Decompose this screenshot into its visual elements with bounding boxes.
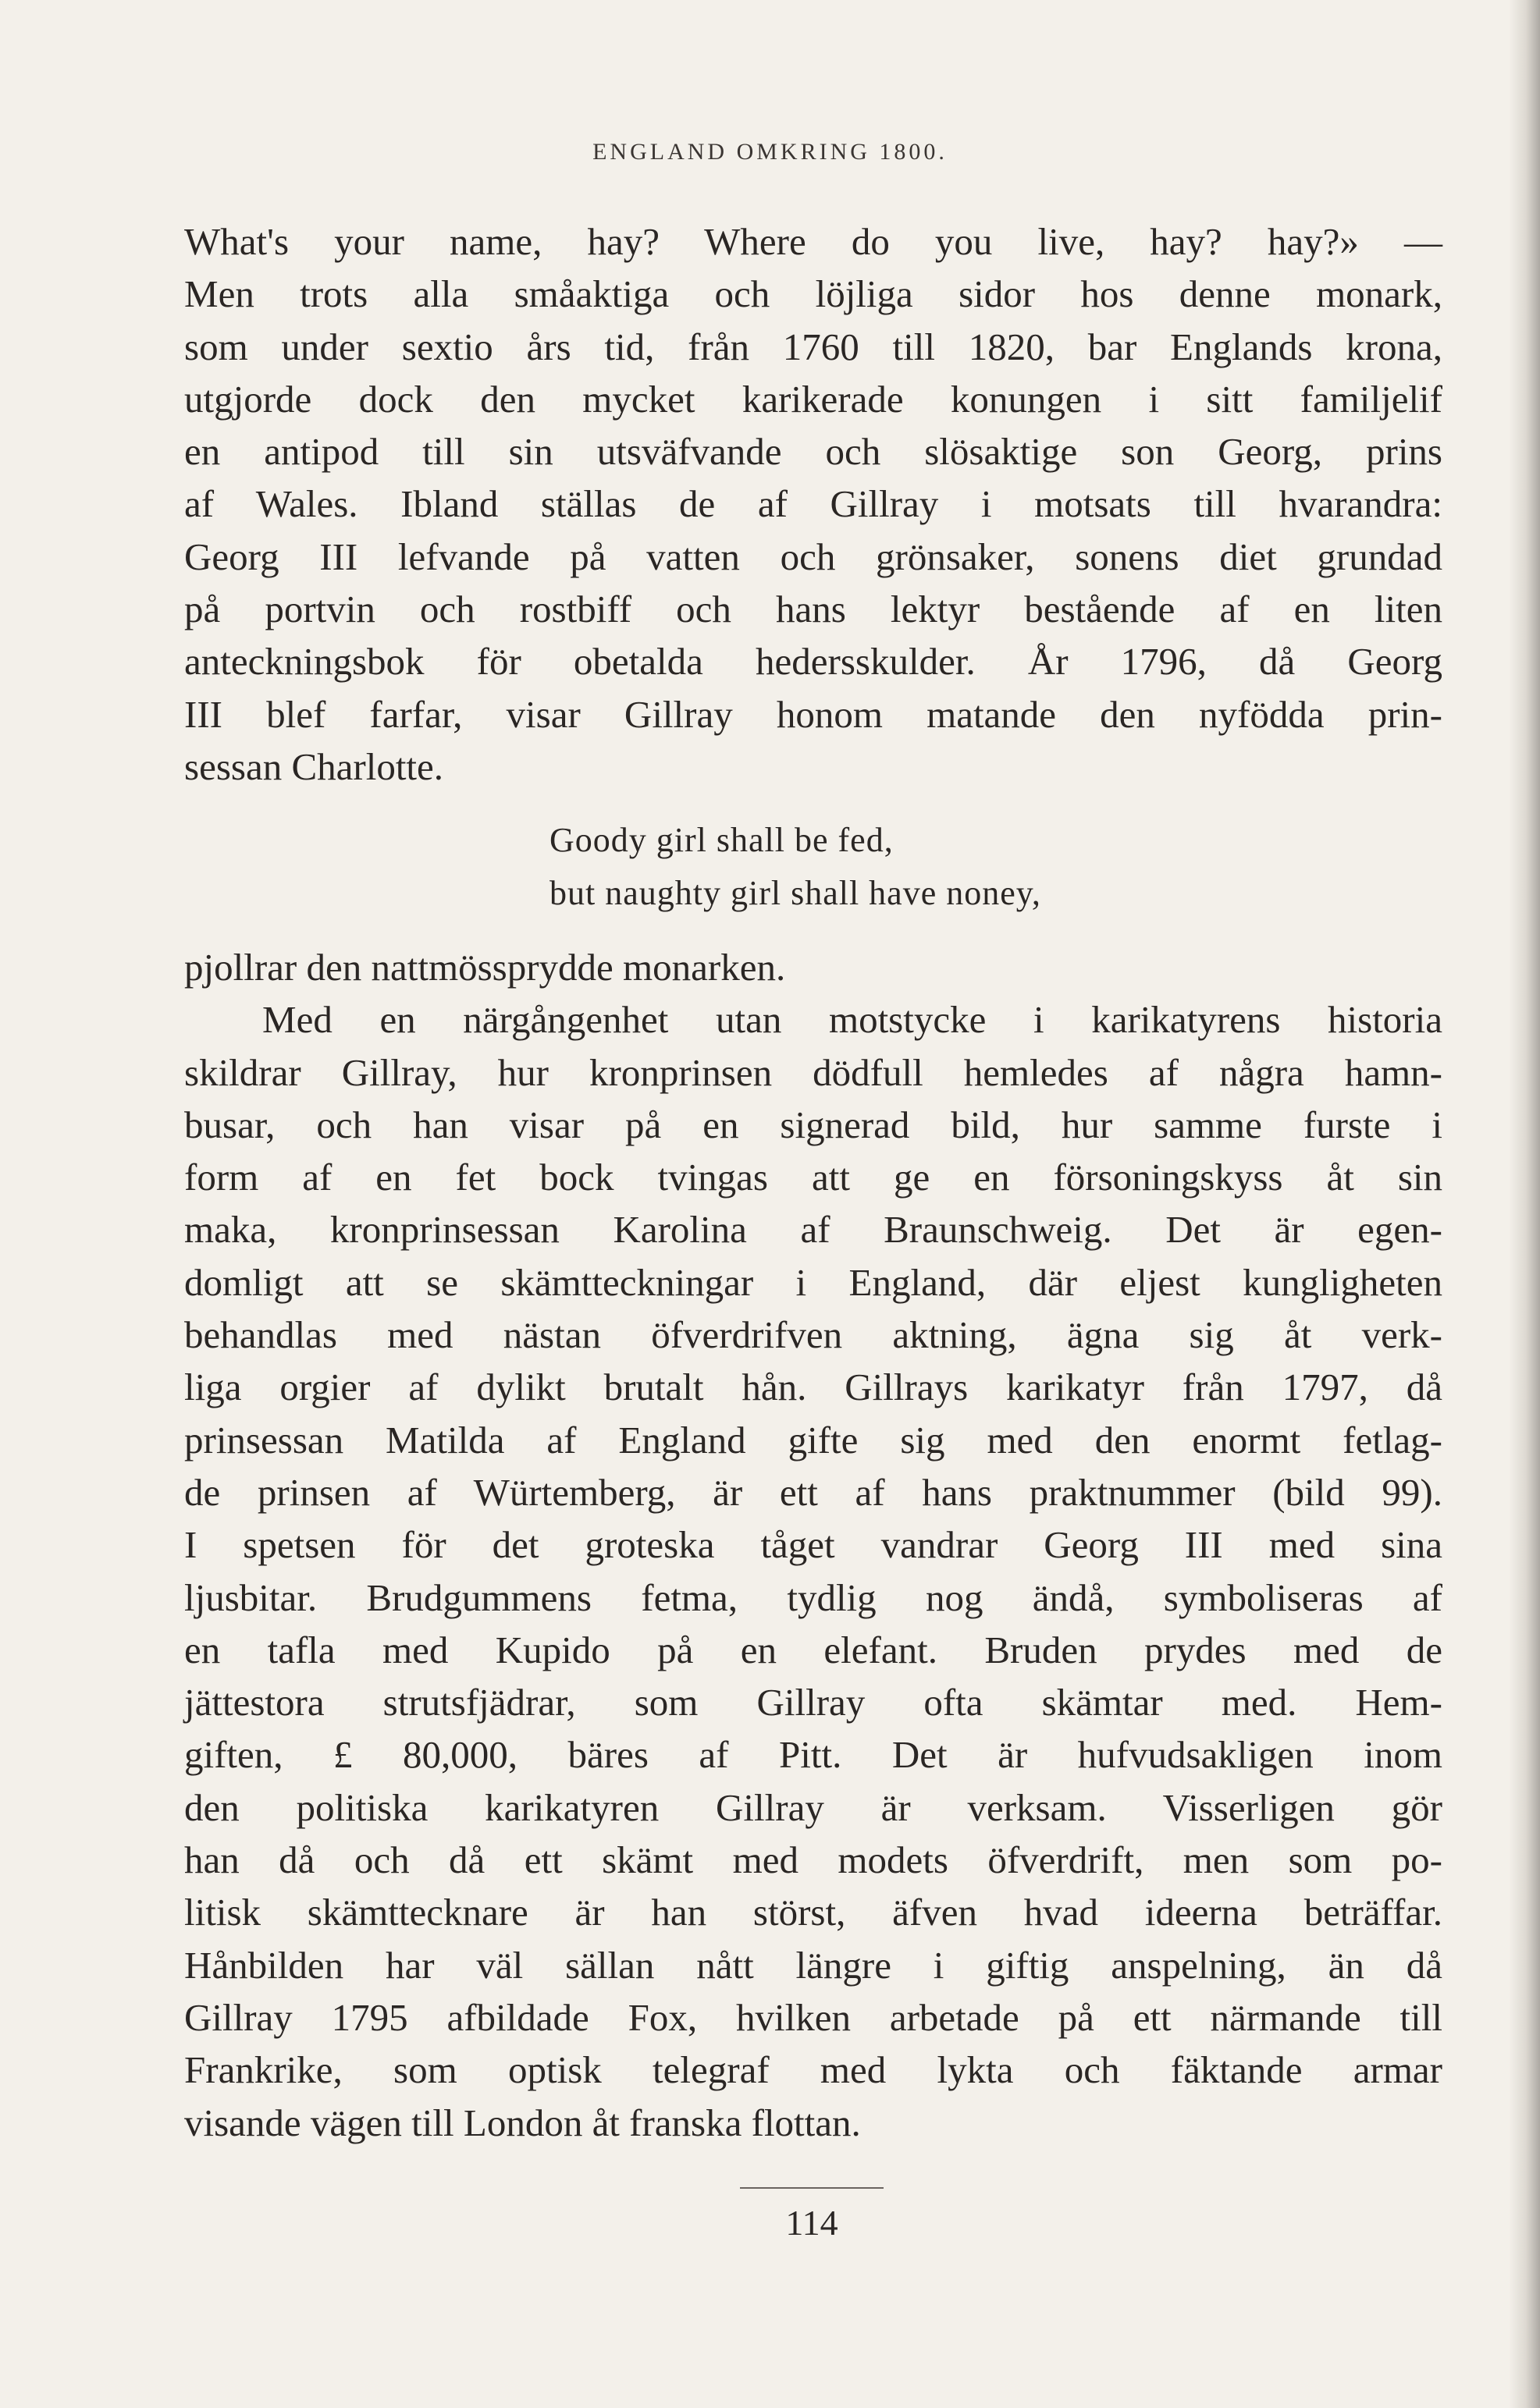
text-line: Georg III lefvande på vatten och grönsaker, sonens diet grundad <box>184 535 1442 578</box>
text-line: ljusbitar. Brudgummens fetma, tydlig nog ändå, symboliseras af <box>184 1575 1442 1619</box>
text-line: Hånbilden har väl sällan nått längre i giftig anspelning, än då <box>184 1943 1442 1987</box>
text-line: han då och då ett skämt med modets öfverdrift, men som po- <box>184 1838 1442 1882</box>
text-line: domligt att se skämtteckningar i England, där eljest kungligheten <box>184 1260 1442 1304</box>
text-line: form af en fet bock tvingas att ge en försoningskyss åt sin <box>184 1156 1442 1199</box>
text-line: skildrar Gillray, hur kronprinsen dödfull hemledes af några hamn- <box>184 1050 1442 1094</box>
text-line: giften, £ 80,000, bäres af Pitt. Det är hufvudsakligen inom <box>184 1733 1442 1777</box>
text-line: Frankrike, som optisk telegraf med lykta och fäktande armar <box>184 2048 1442 2092</box>
text-line: III blef farfar, visar Gillray honom matande den nyfödda prin- <box>184 692 1442 736</box>
text-line: visande vägen till London åt franska flottan. <box>184 2101 861 2144</box>
running-head: ENGLAND OMKRING 1800. <box>592 139 948 165</box>
body-text <box>184 941 1442 2149</box>
paragraph-one <box>184 215 1442 793</box>
text-line: en antipod till sin utsväfvande och slösaktige son Georg, prins <box>184 430 1442 474</box>
verse-line: but naughty girl shall have noney, <box>549 874 1041 912</box>
text-line: Gillray 1795 afbildade Fox, hvilken arbetade på ett närmande till <box>184 1995 1442 2039</box>
text-line: den politiska karikatyren Gillray är verksam. Visserligen gör <box>184 1785 1442 1829</box>
text-line: pjollrar den nattmössprydde monarken. <box>184 946 786 989</box>
text-line: liga orgier af dylikt brutalt hån. Gillrays karikatyr från 1797, då <box>184 1366 1442 1409</box>
verse-quote <box>549 814 1041 920</box>
text-line: What's your name, hay? Where do you live, hay? hay?» — <box>184 220 1442 263</box>
text-line: utgjorde dock den mycket karikerade konungen i sitt familjelif <box>184 377 1442 421</box>
verse-line: Goody girl shall be fed, <box>549 821 894 859</box>
text-line: prinsessan Matilda af England gifte sig med den enormt fetlag- <box>184 1418 1442 1461</box>
text-line: som under sextio års tid, från 1760 till 1820, bar Englands krona, <box>184 325 1442 368</box>
text-line: Med en närgångenhet utan motstycke i karikatyrens historia <box>262 998 1442 1042</box>
text-line: på portvin och rostbiff och hans lektyr bestående af en liten <box>184 588 1442 631</box>
text-line: af Wales. Ibland ställas de af Gillray i motsats till hvarandra: <box>184 482 1442 526</box>
text-line: en tafla med Kupido på en elefant. Bruden prydes med de <box>184 1628 1442 1671</box>
text-line: litisk skämttecknare är han störst, äfven hvad ideerna beträffar. <box>184 1891 1442 1934</box>
text-line: busar, och han visar på en signerad bild, hur samme furste i <box>184 1103 1442 1146</box>
text-line: maka, kronprinsessan Karolina af Braunschweig. Det är egen- <box>184 1208 1442 1252</box>
text-line: Men trots alla småaktiga och löjliga sidor hos denne monark, <box>184 272 1442 316</box>
page-edge-shadow <box>1509 0 1540 2408</box>
text-line: de prinsen af Würtemberg, är ett af hans praktnummer (bild 99). <box>184 1470 1442 1514</box>
text-line: jättestora strutsfjädrar, som Gillray ofta skämtar med. Hem- <box>184 1681 1442 1724</box>
text-line: behandlas med nästan öfverdrifven aktning, ägna sig åt verk- <box>184 1313 1442 1357</box>
text-line: anteckningsbok för obetalda hedersskulder. År 1796, då Georg <box>184 640 1442 684</box>
page-number: 114 <box>785 2203 838 2243</box>
text-line: sessan Charlotte. <box>184 744 444 788</box>
text-line: I spetsen för det groteska tåget vandrar Georg III med sina <box>184 1523 1442 1567</box>
folio-rule <box>740 2187 884 2189</box>
